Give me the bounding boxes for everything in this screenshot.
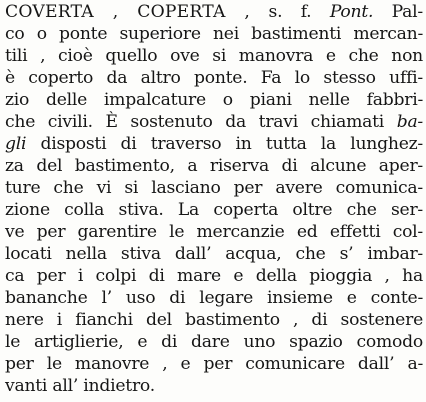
entry-headword: COVERTA , COPERTA ,	[5, 2, 251, 22]
entry-text-segment: co o ponte superiore nei bastimenti mercan-	[5, 24, 423, 44]
entry-line-13	[5, 264, 423, 288]
entry-text-segment: zio delle impalcature o piani nelle fabbri-	[5, 90, 423, 110]
entry-line-4	[5, 66, 423, 90]
entry-text-segment: tili , cioè quello ove si manovra e che non	[5, 46, 423, 66]
entry-text-segment: ture che vi si lasciano per avere comunica-	[5, 178, 423, 198]
entry-text-segment: locati nella stiva dall’ acqua, che s’ imbar-	[5, 244, 423, 264]
entry-part-of-speech: s. f.	[268, 2, 312, 22]
entry-line-2	[5, 22, 423, 46]
entry-line-14	[5, 286, 423, 310]
entry-line-9	[5, 176, 423, 200]
entry-line-5	[5, 88, 423, 112]
entry-text-segment: nere i fianchi del bastimento , di sostenere	[5, 310, 423, 330]
entry-text-segment: bananche l’ uso di legare insieme e conte-	[5, 288, 423, 308]
entry-line-6	[5, 110, 423, 134]
entry-text-segment: per le manovre , e per comunicare dall’ a-	[5, 354, 423, 374]
entry-line-12	[5, 242, 423, 266]
entry-text-segment: vanti all’ indietro.	[5, 376, 155, 396]
entry-line-16	[5, 330, 423, 354]
entry-italic-term: gli	[5, 134, 27, 154]
entry-line-10	[5, 198, 423, 222]
entry-italic-term: ba-	[396, 112, 423, 132]
entry-line-17	[5, 352, 423, 376]
entry-text-segment: che civili. È sostenuto da travi chiamati	[5, 112, 397, 132]
entry-text-segment: ca per i colpi di mare e della pioggia , ha	[5, 266, 423, 286]
entry-line-1	[5, 0, 423, 24]
entry-text-segment: Pal-	[391, 2, 423, 22]
entry-text-segment: za del bastimento, a riserva di alcune aper-	[5, 156, 423, 176]
entry-line-7	[5, 132, 423, 156]
entry-line-3	[5, 44, 423, 68]
entry-text-segment: disposti di traverso in tutta la lunghez-	[26, 134, 423, 154]
entry-line-18	[5, 374, 155, 398]
entry-line-15	[5, 308, 423, 332]
entry-line-11	[5, 220, 423, 244]
entry-domain-label: Pont.	[329, 2, 374, 22]
entry-text-segment: ve per garentire le mercanzie ed effetti col-	[5, 222, 423, 242]
entry-text-segment: le artiglierie, e di dare uno spazio comodo	[5, 332, 423, 352]
entry-line-8	[5, 154, 423, 178]
entry-text-segment: è coperto da altro ponte. Fa lo stesso uffi-	[5, 68, 423, 88]
entry-text-segment: zione colla stiva. La coperta oltre che ser-	[5, 200, 423, 220]
